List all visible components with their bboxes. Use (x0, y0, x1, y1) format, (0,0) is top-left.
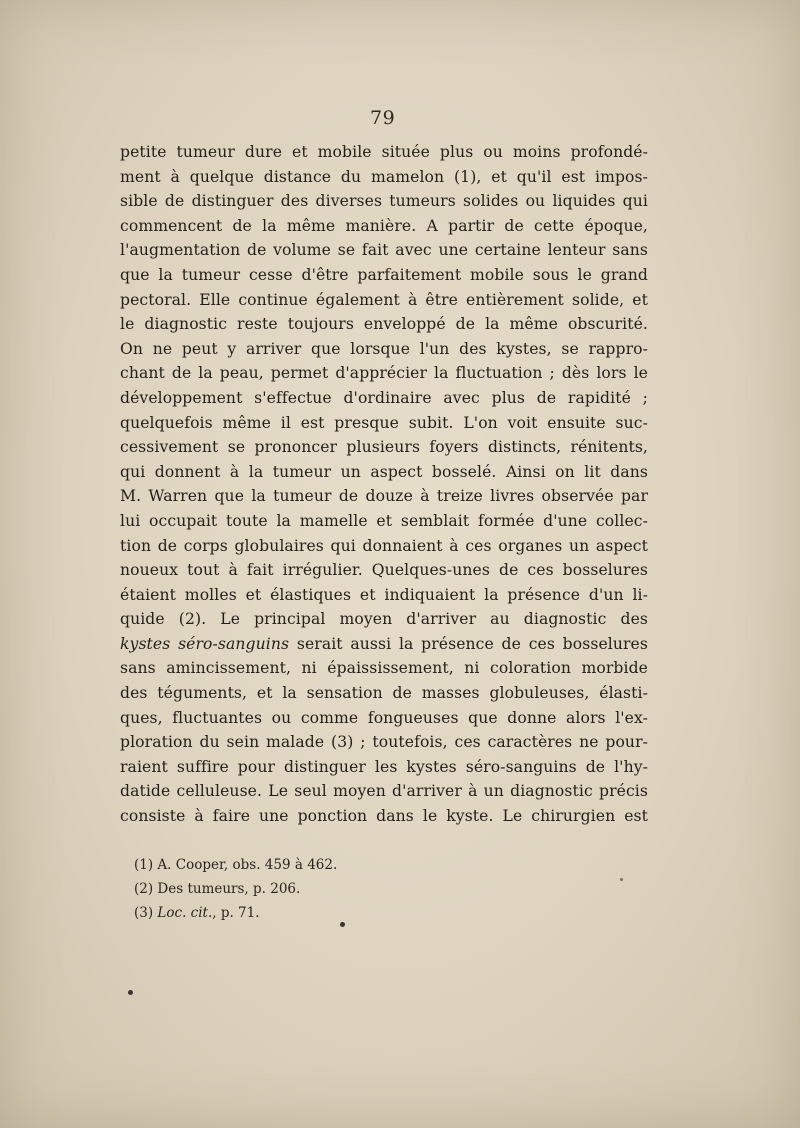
text-line: étaient molles et élastiques et indiquaient la présence d'un li- (120, 585, 648, 604)
text-line: ment à quelque distance du mamelon (1), et qu'il est impos- (120, 167, 648, 186)
text-line: consiste à faire une ponction dans le kyste. Le chirurgien est (120, 807, 648, 826)
text-line: M. Warren que la tumeur de douze à treize livres observée par (120, 487, 648, 506)
text-line: datide celluleuse. Le seul moyen d'arriver à un diagnostic précis (120, 782, 648, 801)
page-number: 79 (370, 107, 396, 129)
footnote-3 (134, 901, 454, 925)
footnote-mark: (1) (134, 857, 154, 873)
text-line: petite tumeur dure et mobile située plus ou moins profondé- (120, 143, 648, 161)
footnote-text: Des tumeurs, p. 206. (153, 881, 301, 897)
ink-speck (340, 922, 345, 927)
italic-line-rest: serait aussi la présence de ces bosselures (289, 634, 648, 653)
text-line: le diagnostic reste toujours enveloppé de la même obscurité. (120, 315, 648, 334)
italic-term: kystes séro-sanguins (120, 634, 290, 653)
text-line: ploration du sein malade (3) ; toutefois, ces caractères ne pour- (120, 733, 648, 752)
text-line: développement s'effectue d'ordinaire avec plus de rapidité ; (120, 388, 648, 407)
footnote-text: A. Cooper, obs. 459 à 462. (153, 857, 338, 873)
text-line: des téguments, et la sensation de masses globuleuses, élasti- (120, 684, 648, 703)
text-line: chant de la peau, permet d'apprécier la fluctuation ; dès lors le (120, 364, 648, 383)
text-line: lui occupait toute la mamelle et semblait formée d'une collec- (120, 511, 648, 530)
text-line-with-italic (120, 632, 648, 657)
ink-speck (620, 878, 623, 881)
text-line: commencent de la même manière. A partir de cette époque, (120, 216, 648, 235)
footnote-text: , p. 71. (212, 905, 260, 921)
text-line: que la tumeur cesse d'être parfaitement mobile sous le grand (120, 265, 648, 284)
text-line: qui donnent à la tumeur un aspect bosselé. Ainsi on lit dans (120, 462, 648, 481)
footnote-mark: (2) (134, 881, 154, 897)
footnote-1 (134, 853, 454, 877)
text-line: l'augmentation de volume se fait avec une certaine lenteur sans (120, 241, 648, 260)
footnotes (134, 853, 454, 925)
text-line: sans amincissement, ni épaississement, ni coloration morbide (120, 659, 648, 678)
text-line: On ne peut y arriver que lorsque l'un des kystes, se rappro- (120, 339, 648, 358)
footnote-italic: Loc. cit. (153, 905, 213, 921)
body-text (120, 140, 648, 829)
footnote-2 (134, 877, 454, 901)
text-line: tion de corps globulaires qui donnaient à ces organes un aspect (120, 536, 648, 555)
text-line: cessivement se prononcer plusieurs foyers distincts, rénitents, (120, 438, 648, 457)
text-line: ques, fluctuantes ou comme fongueuses que donne alors l'ex- (120, 708, 648, 727)
text-line: sible de distinguer des diverses tumeurs solides ou liquides qui (120, 192, 648, 211)
text-line: raient suffire pour distinguer les kystes séro-sanguins de l'hy- (120, 757, 648, 776)
text-line: quelquefois même il est presque subit. L'on voit ensuite suc- (120, 413, 648, 432)
text-line: pectoral. Elle continue également à être entièrement solide, et (120, 290, 648, 309)
ink-speck (128, 990, 133, 995)
footnote-mark: (3) (134, 905, 154, 921)
text-line: quide (2). Le principal moyen d'arriver au diagnostic des (120, 610, 648, 629)
text-line: noueux tout à fait irrégulier. Quelques-unes de ces bosselures (120, 561, 648, 580)
